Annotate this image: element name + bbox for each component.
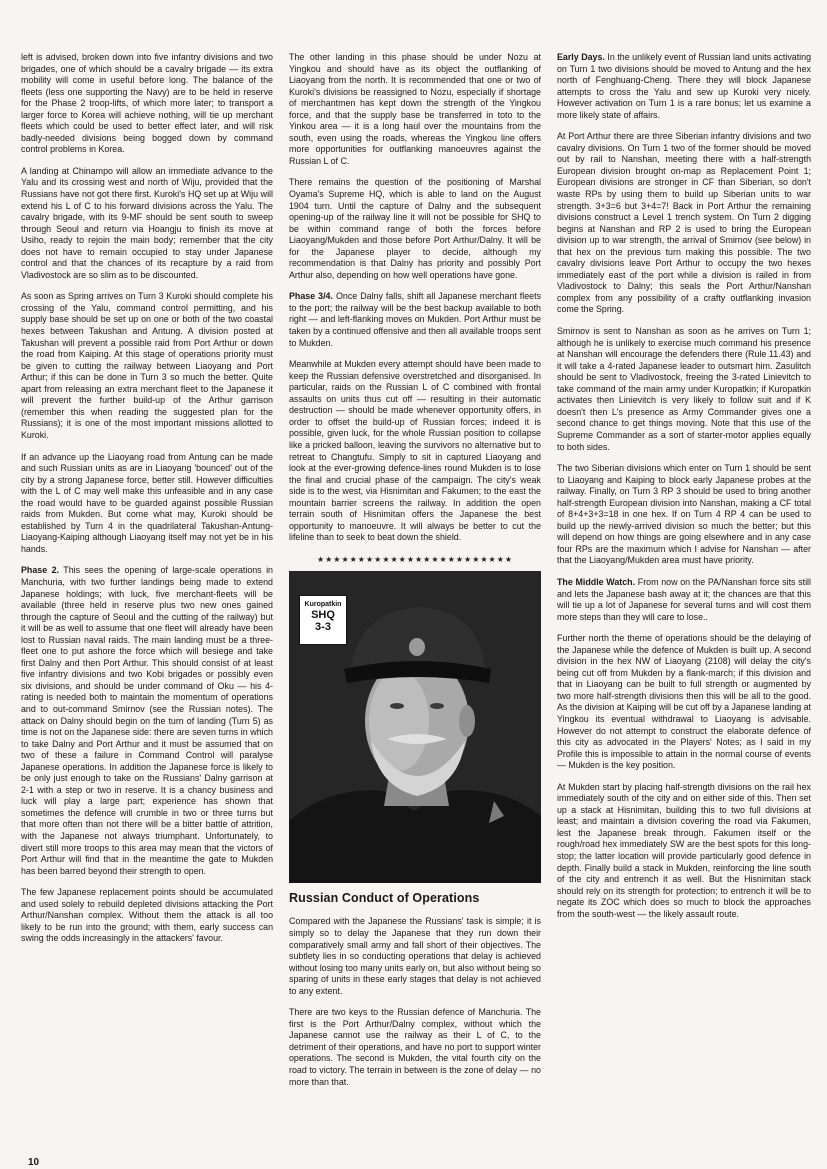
early-days-heading: Early Days.	[557, 52, 605, 62]
paragraph: left is advised, broken down into five infantry divisions and two brigades, one of which should be a cavalry brigade — its extra mobility will come in useful before long. The balance of the fleets (less one supporting the Navy) are to be held in reserve for the Phase 2 troop-lifts, of which more later; to transport a larger force to Korea will achieve nothing, will tie up merchant fleets which could be used to better effect later, and will risk badly-needed divisions being bogged down by command control problems in Korea.	[21, 52, 273, 155]
phase-2-heading: Phase 2.	[21, 565, 59, 576]
paragraph: Compared with the Japanese the Russians' task is simple; it is simply so to delay the Japanese that they run down their comparatively small army and fall short of their objectives. The subtlety lies in so conducting operations that delay is achieved without losing too many units early on, but also without being so sparing of units in these early stages that delay is not achieved to any extent.	[289, 916, 541, 996]
paragraph: A landing at Chinampo will allow an immediate advance to the Yalu and its crossing west and north of Wiju, provided that the Russians have not got there first. Kuroki's HQ set up at Wiju will extend his L of C to his forward divisions across the Yalu. The cavalry brigade, with its 9-MF should be sent south to sweep through Seoul and return via Hoangju to finish its move at Usiho, ready to rejoin the main body; remember that the city does not have to remain occupied to stay under Japanese control and that the chances of its recapture by a raid from Vladivostock are so slim as to be discounted.	[21, 165, 273, 280]
paragraph-phase-3-4	[289, 291, 541, 349]
paragraph: Smirnov is sent to Nanshan as soon as he arrives on Turn 1; although he is unlikely to exercise much command his presence at Nanshan will encourage the defenders there (Rule 11.43) and it will take a 4-rated Japanese leader to outsmart him. Zasulitch should be sent to Vladivostock, freeing the 3-rated Linievitch to take command of the main army under Kuropatkin; if Kuropatkin activates then Linievitch is very likely to follow suit and if K doesn't then L's presence as Army Commander gives one a second chance to get things moving. Note that this use of the Supreme Commander as a sort of starter-motor applies equally to both sides.	[557, 326, 811, 452]
phase-2-text: This sees the opening of large-scale operations in Manchuria, with two further landings being made to extend Japanese holdings; with luck, five merchant-fleets will be available (three held in reserve plus two new ones gained through the capture of Seoul and the cutting of the railway) but it will be as well to assume that one fleet will already have been lost to Russian naval raids. The main landing must be a three-fleet one to put ashore the force which will besiege and take first Dalny and then Port Arthur. This should consist of at least five infantry divisions and two Kobi brigades or possibly even six divisions, and should be under command of Oku — his 4-rating is needed both to maintain the momentum of operations and to out-command Smirnov (see the Russian notes). The attack on Dalny should begin on the turn of landing (Turn 5) as time is not on the Japanese side: there are seven turns in which to take Dalny and Port Arthur and it must be assumed that on two of these a failure in Command Control will paralyse Japanese operations. In addition the Japanese force is likely to be only just enough to take on the Russians' Dalny garrison at 2-1 with a step or two in reserve. It is a chancy business and luck will play a large part; experience has shown that sometimes the defence will crumble in two or three turns but that more often than not there will be a bitter battle of attrition, with the Japanese not always triumphant. Unfortunately, to divert still more troops to this area may mean that the victors of Port Arthur will find that in the meantime the gate to Mukden has been barred beyond their strength to open.	[21, 565, 273, 876]
paragraph: Meanwhile at Mukden every attempt should have been made to keep the Russian defensive overstretched and disorganised. In particular, raids on the Russian L of C combined with frontal assaults on units thus cut off — resulting in their automatic destruction — should be made whenever opportunity offers, in order to offset the build-up of Russian forces; indeed it is possible, given luck, for the whole Russian position to collapse like a pricked balloon, leaving the survivors no alternative but to retreat to Changtufu. Simply to sit in captured Liaoyang and look at the ever-growing defence-lines round Mukden is to lose the final and crucial phase of the campaign. The city's weak side is to the west, via Hisnimitan and Fakumen; to the east the mountain barrier screens the railway. In addition the open terrain south of Hisnimitan offers the Japanese the best opportunity to manoeuvre. It will always be better to cut the lifeline than to seek to beat down the shield.	[289, 359, 541, 543]
middle-watch-heading: The Middle Watch.	[557, 576, 636, 587]
paragraph: The few Japanese replacement points should be accumulated and used solely to rebuild depleted divisions attacking the Port Arthur/Nanshan complex. Without them the attack is all too likely to be run into the ground; with them, early success can swing the odds increasingly in the attackers' favour.	[21, 887, 273, 944]
column-3	[557, 52, 811, 930]
star-separator: ★★★★★★★★★★★★★★★★★★★★★★★★	[316, 554, 514, 564]
phase-3-4-heading: Phase 3/4.	[289, 291, 333, 302]
section-title: Russian Conduct of Operations	[289, 891, 480, 906]
kuropatkin-portrait	[289, 571, 541, 883]
paragraph: The other landing in this phase should be under Nozu at Yingkou and should have as its object the outflanking of Liaoyang from the north. It is recommended that one or two of Kuroki's divisions be reassigned to Nozu, especially if shortage of merchantmen has kept down the strength of the Yingkou force, and that the supply base be transferred in toto to the Yinkou area — it is a long haul over the mountains from the south, even using the roads, whereas the Yingkou line offers more opportunities for outflanking manoeuvres against the Russian L of C.	[289, 52, 541, 166]
paragraph-early-days	[557, 52, 811, 121]
paragraph: There remains the question of the positioning of Marshal Oyama's Supreme HQ, which is able to land on the August 1904 turn. Until the capture of Dalny and the subsequent opening-up of the railway line it will not be possible for SHQ to be within command range of both the forces before Liaoyang/Mukden and those before Port Arthur/Dalny. It will be for the Japanese player to decide, although my recommendation is that Dalny has priority and possibly Port Arthur also, depending on how well operations have gone.	[289, 177, 541, 280]
counter-unit-type: SHQ	[311, 609, 335, 622]
column-2	[289, 52, 541, 1098]
paragraph-phase-2	[21, 565, 273, 877]
page-number: 10	[28, 1157, 40, 1168]
paragraph: There are two keys to the Russian defence of Manchuria. The first is the Port Arthur/Dalny complex, without which the Japanese cannot use the railway as their L of C, to the detriment of their operations, and have no port to support winter operations. The second is Mukden, the vital fourth city on the road to victory. The terrain in between is the zone of delay — no more than that.	[289, 1007, 541, 1087]
paragraph: The two Siberian divisions which enter on Turn 1 should be sent to Liaoyang and Kaiping to block early Japanese probes at the railway. Finally, on Turn 3 RP 3 should be used to bring another half-strength European division into Nanshan, making a CF total of 8+4+3+3=18 in one hex. If on Turn 4 RP 4 can be used to build up the newly-arrived division so much the better; but this will depend on how things are going elsewhere and in any case four RPs are the maximum which I advise for Nanshan — after that the Liaoyang/Mukden area must have priority.	[557, 463, 811, 566]
counter-leader-name: Kuropatkin	[304, 601, 342, 609]
counter-rating: 3-3	[315, 621, 331, 634]
paragraph: Further north the theme of operations should be the delaying of the Japanese while the defence of Mukden is built up. A second division in the hex NW of Liaoyang (2108) will delay the city's being cut off from Mukden by a flank-march; if this division and that in Liaoyang can be built to full strength or augmented by two more half-strength divisions then this will be all to the good. As the division at Kaiping will be cut off by a Japanese landing at Yingkou its eventual withdrawal to Liaoyang is advisable. However do not attempt to construct the elaborate defence of this city as advocated in the Players' Notes; as I said in my Profile this is impossible to attain in the normal course of events — Mukden is the key position.	[557, 633, 811, 771]
column-1	[21, 52, 273, 955]
phase-3-4-text: Once Dalny falls, shift all Japanese merchant fleets to the port; the railway will be the best backup available to both right — and left-flanking moves on Mukden. Port Arthur must be taken by a continued offensive and then all available troops sent to Mukden.	[289, 291, 542, 348]
paragraph: As soon as Spring arrives on Turn 3 Kuroki should complete his crossing of the Yalu, command control permitting, and his supply base should be set up on one or both of the two coastal hexes between Takushan and Antung. A division posted at Takushan will prevent a possible raid from Port Arthur or down the road from Kaiping. At this stage of operations priority must be given to cutting the railway between Liaoyang and Port Arthur; if this can be done in Turn 3 so much the better. Quite apart from releasing an extra merchant fleet to the Japanese it will prevent the further build-up of the Arthur garrison (remember this when reading the suggested plan for the Russians); it is one of the most important missions allotted to Kuroki.	[21, 291, 273, 440]
paragraph: At Port Arthur there are three Siberian infantry divisions and two cavalry divisions. On Turn 1 two of the former should be moved out by rail to Nanshan, meeting there with a half-strength European division brought on-map as Replacement Point 1; European divisions are stronger in CF than Siberian, so don't waste RPs by using them to build up Siberian units to war strength. 3+3=6 but 3+4=7! Back in Port Arthur the remaining divisions construct a Level 1 trench system. On Turn 2 digging begins at Nanshan and RP 2 is used to bring the European division up to war strength, the arrival of Smirnov (see below) in that hex on the previous turn making this possible. The two cavalry divisions leave Port Arthur to occupy the two hexes immediately east of the port while a division is railed in from Vladivostock to Dalny; this seals the Port Arthur/Nanshan complex from any possibility of a crafty outflanking invasion come the Spring.	[557, 131, 811, 315]
paragraph: At Mukden start by placing half-strength divisions on the rail hex immediately south of the city and on either side of this. Then set up a stack at Hisnimitan, building this to two full divisions at least; and maintain a division covering the road via Fakumen, lest the Japanese break through. Fakumen itself or the rough/road hex immediately SW are the best spots for this long-stop; the latter location will provide particularly good defence in depth. Finally build a stack in Mukden, reinforcing the line south of the city and entrench it as well. But the Hisnimitan stack should rely on its strength for protection; to entrench it will be to negate its ZOC which does so much to block the approaches from the south-west — the likely assault route.	[557, 781, 811, 919]
paragraph-middle-watch	[557, 577, 811, 623]
paragraph: If an advance up the Liaoyang road from Antung can be made and such Russian units as are in Liaoyang 'bounced' out of the city by a strong Japanese force, better still. However difficulties with the L of C may well make this unfeasible and in any case the road would have to be guarded against possible Russian raids from Mukden. But come what may, Kuroki should be established by Turn 4 in the quadrilateral Takushan-Antung-Liaoyang-Kaiping although Liaoyang itself may not yet be in his hands.	[21, 451, 273, 554]
middle-watch-text: From now on the PA/Nanshan force sits still and lets the Japanese bash away at it; the chances are that this will tie up a lot of Japanese for several turns and will cost them more steps than they will care to lose..	[557, 576, 812, 622]
unit-counter	[299, 595, 347, 645]
early-days-text: In the unlikely event of Russian land units activating on Turn 1 two divisions should be moved to Antung and the hex north of Fenghuang-Cheng. There they will block Japanese attempts to cross the Yalu and sew up Kuroki very nicely. However activation on Turn 1 is a rare bonus; let us examine a more likely state of affairs.	[557, 52, 812, 120]
